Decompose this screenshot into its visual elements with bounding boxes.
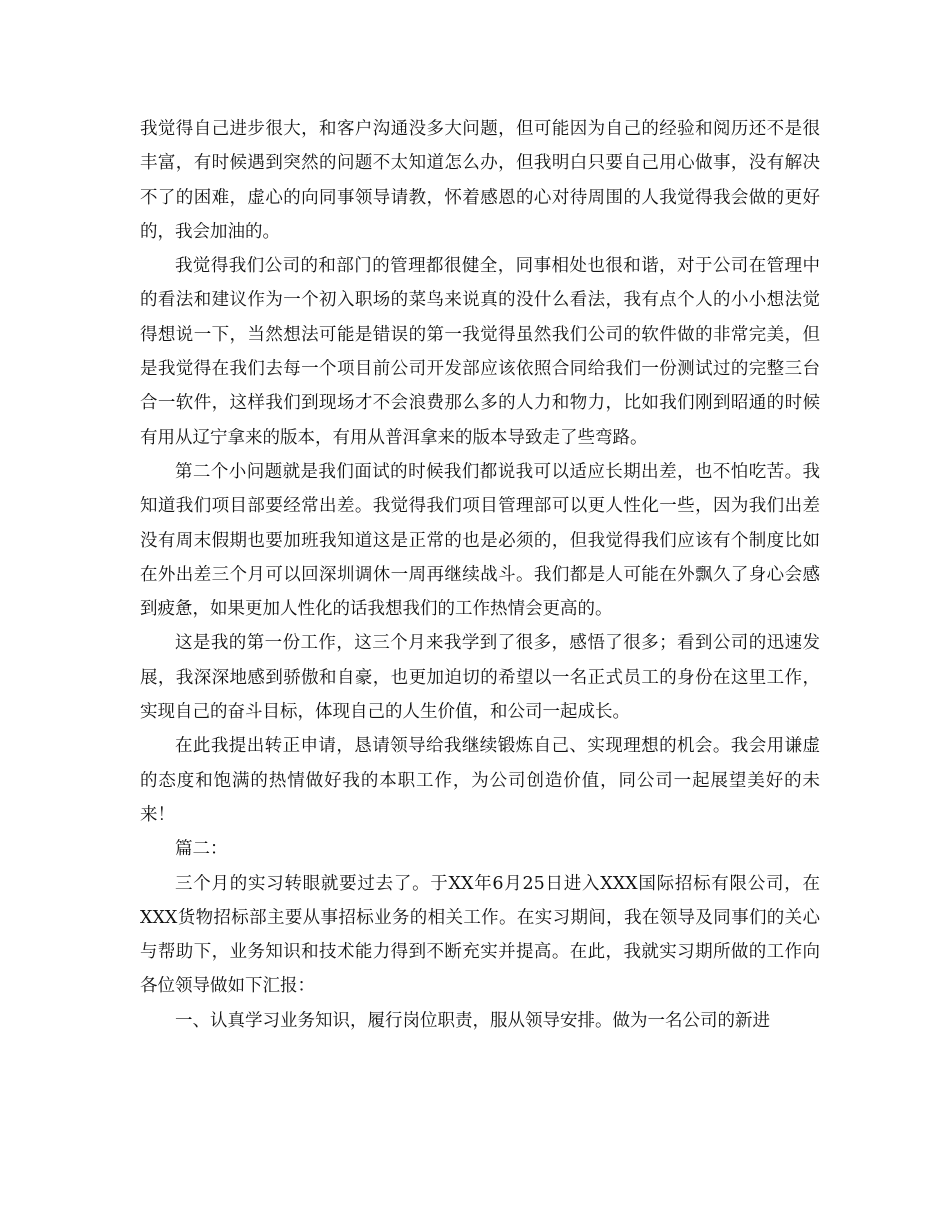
paragraph: 在此我提出转正申请，恳请领导给我继续锻炼自己、实现理想的机会。我会用谦虚的态度和饱满的热情做好我的本职工作，为公司创造价值，同公司一起展望美好的未来！ (140, 736, 820, 825)
paragraph: 我觉得自己进步很大，和客户沟通没多大问题，但可能因为自己的经验和阅历还不是很丰富，有时候遇到突然的问题不太知道怎么办，但我明白只要自己用心做事，没有解决不了的困难，虚心的向同事领导请教，怀着感恩的心对待周围的人我觉得我会做的更好的，我会加油的。 (140, 119, 820, 242)
paragraph: 这是我的第一份工作，这三个月来我学到了很多，感悟了很多；看到公司的迅速发展，我深深地感到骄傲和自豪，也更加迫切的希望以一名正式员工的身份在这里工作，实现自己的奋斗目标，体现自己的人生价值，和公司一起成长。 (140, 633, 820, 723)
paragraph: 一、认真学习业务知识，履行岗位职责，服从领导安排。做为一名公司的新进 (175, 1010, 770, 1031)
document-body (140, 112, 820, 1038)
paragraph: 三个月的实习转眼就要过去了。于XX年6月25日进入XXX国际招标有限公司，在XXX货物招标部主要从事招标业务的相关工作。在实习期间，我在领导及同事们的关心与帮助下，业务知识和技术能力得到不断充实并提高。在此，我就实习期所做的工作向各位领导做如下汇报： (140, 873, 820, 997)
section-heading: 篇二： (175, 839, 228, 860)
paragraph: 我觉得我们公司的和部门的管理都很健全，同事相处也很和谐，对于公司在管理中的看法和建议作为一个初入职场的菜鸟来说真的没什么看法，我有点个人的小小想法觉得想说一下，当然想法可能是错误的第一我觉得虽然我们公司的软件做的非常完美，但是我觉得在我们去每一个项目前公司开发部应该依照合同给我们一份测试过的完整三台合一软件，这样我们到现场才不会浪费那么多的人力和物力，比如我们刚到昭通的时候有用从辽宁拿来的版本，有用从普洱拿来的版本导致走了些弯路。 (140, 256, 820, 448)
paragraph: 第二个小问题就是我们面试的时候我们都说我可以适应长期出差，也不怕吃苦。我知道我们项目部要经常出差。我觉得我们项目管理部可以更人性化一些，因为我们出差没有周末假期也要加班我知道这是正常的也是必须的，但我觉得我们应该有个制度比如在外出差三个月可以回深圳调休一周再继续战斗。我们都是人可能在外飘久了身心会感到疲惫，如果更加人性化的话我想我们的工作热情会更高的。 (140, 461, 820, 620)
